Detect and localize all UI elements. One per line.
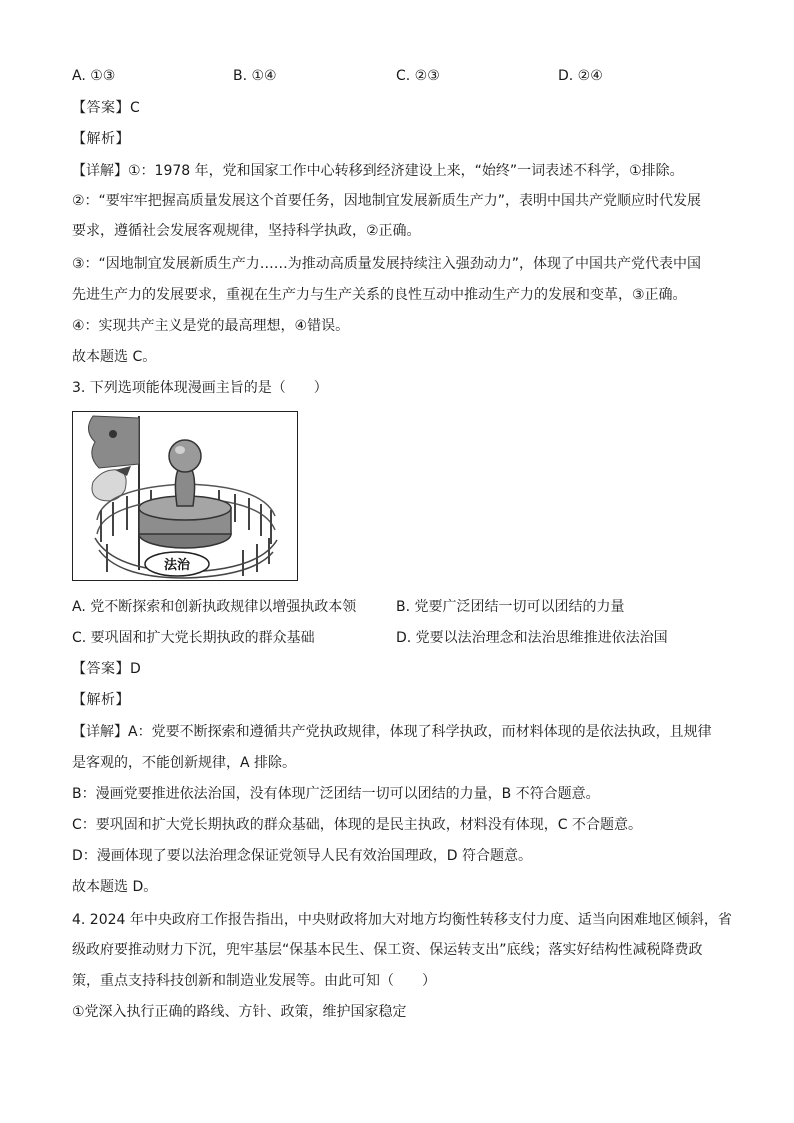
q2-option-d: D. ②④ [558,68,603,84]
q2-detail-line: 要求，遵循社会发展客观规律，坚持科学执政，②正确。 [72,223,421,239]
q2-detail-line: 【详解】①：1978 年，党和国家工作中心转移到经济建设上来，“始终”一词表述不科学，①排除。 [72,163,684,179]
q3-analysis-heading: 【解析】 [72,692,130,708]
q2-detail-line: ③：“因地制宜发展新质生产力……为推动高质量发展持续注入强劲动力”，体现了中国共产党代表中国 [72,256,702,272]
q2-detail-line: ④：实现共产主义是党的最高理想，④错误。 [72,318,350,334]
q2-detail-line: 先进生产力的发展要求，重视在生产力与生产关系的良性互动中推动生产力的发展和变革，③正确。 [72,287,687,303]
q3-detail-line: D：漫画体现了要以法治理念保证党领导人民有效治国理政，D 符合题意。 [72,848,533,864]
q3-option-b: B. 党要广泛团结一切可以团结的力量 [396,599,625,615]
q2-detail-line: ②：“要牢牢把握高质量发展这个首要任务，因地制宜发展新质生产力”，表明中国共产党顺应时代发展 [72,193,702,209]
q3-detail-line: C：要巩固和扩大党长期执政的群众基础，体现的是民主执政，材料没有体现，C 不合题意。 [72,817,642,833]
q3-option-a: A. 党不断探索和创新执政规律以增强执政本领 [72,599,357,615]
q4-stem-line: 4. 2024 年中央政府工作报告指出，中央财政将加大对地方均衡性转移支付力度、适当向困难地区倾斜，省 [72,912,732,928]
q4-stem-line: 级政府要推动财力下沉，兜牢基层“保基本民生、保工资、保运转支出”底线；落实好结构性减税降费政 [72,942,703,958]
seal-stamp-icon [175,468,194,506]
q3-stem: 3. 下列选项能体现漫画主旨的是（ ） [72,380,328,396]
q3-conclusion: 故本题选 D。 [72,879,158,895]
q4-item-1: ①党深入执行正确的路线、方针、政策，维护国家稳定 [72,1004,407,1020]
q3-answer: 【答案】D [72,661,142,677]
cartoon-label: 法治 [163,558,191,573]
q2-conclusion: 故本题选 C。 [72,349,157,365]
q3-detail-line: 【详解】A：党要不断探索和遵循共产党执政规律，体现了科学执政，而材料体现的是依法执政，且规律 [72,724,712,740]
q3-detail-line: B：漫画党要推进依法治国，没有体现广泛团结一切可以团结的力量，B 不符合题意。 [72,786,600,802]
q2-option-a: A. ①③ [72,68,116,84]
q2-option-c: C. ②③ [396,68,440,84]
q2-answer: 【答案】C [72,100,141,116]
q4-stem-line: 策，重点支持科技创新和制造业发展等。由此可知（ ） [72,973,436,989]
q2-option-b: B. ①④ [233,68,277,84]
q3-detail-line: 是客观的，不能创新规律，A 排除。 [72,755,297,771]
q3-option-d: D. 党要以法治理念和法治思维推进依法治国 [396,630,668,646]
q3-option-c: C. 要巩固和扩大党长期执政的群众基础 [72,630,315,646]
person-figure-icon [92,470,126,501]
q3-cartoon-image [72,411,298,581]
q2-analysis-heading: 【解析】 [72,131,130,147]
flag-icon [88,416,139,468]
